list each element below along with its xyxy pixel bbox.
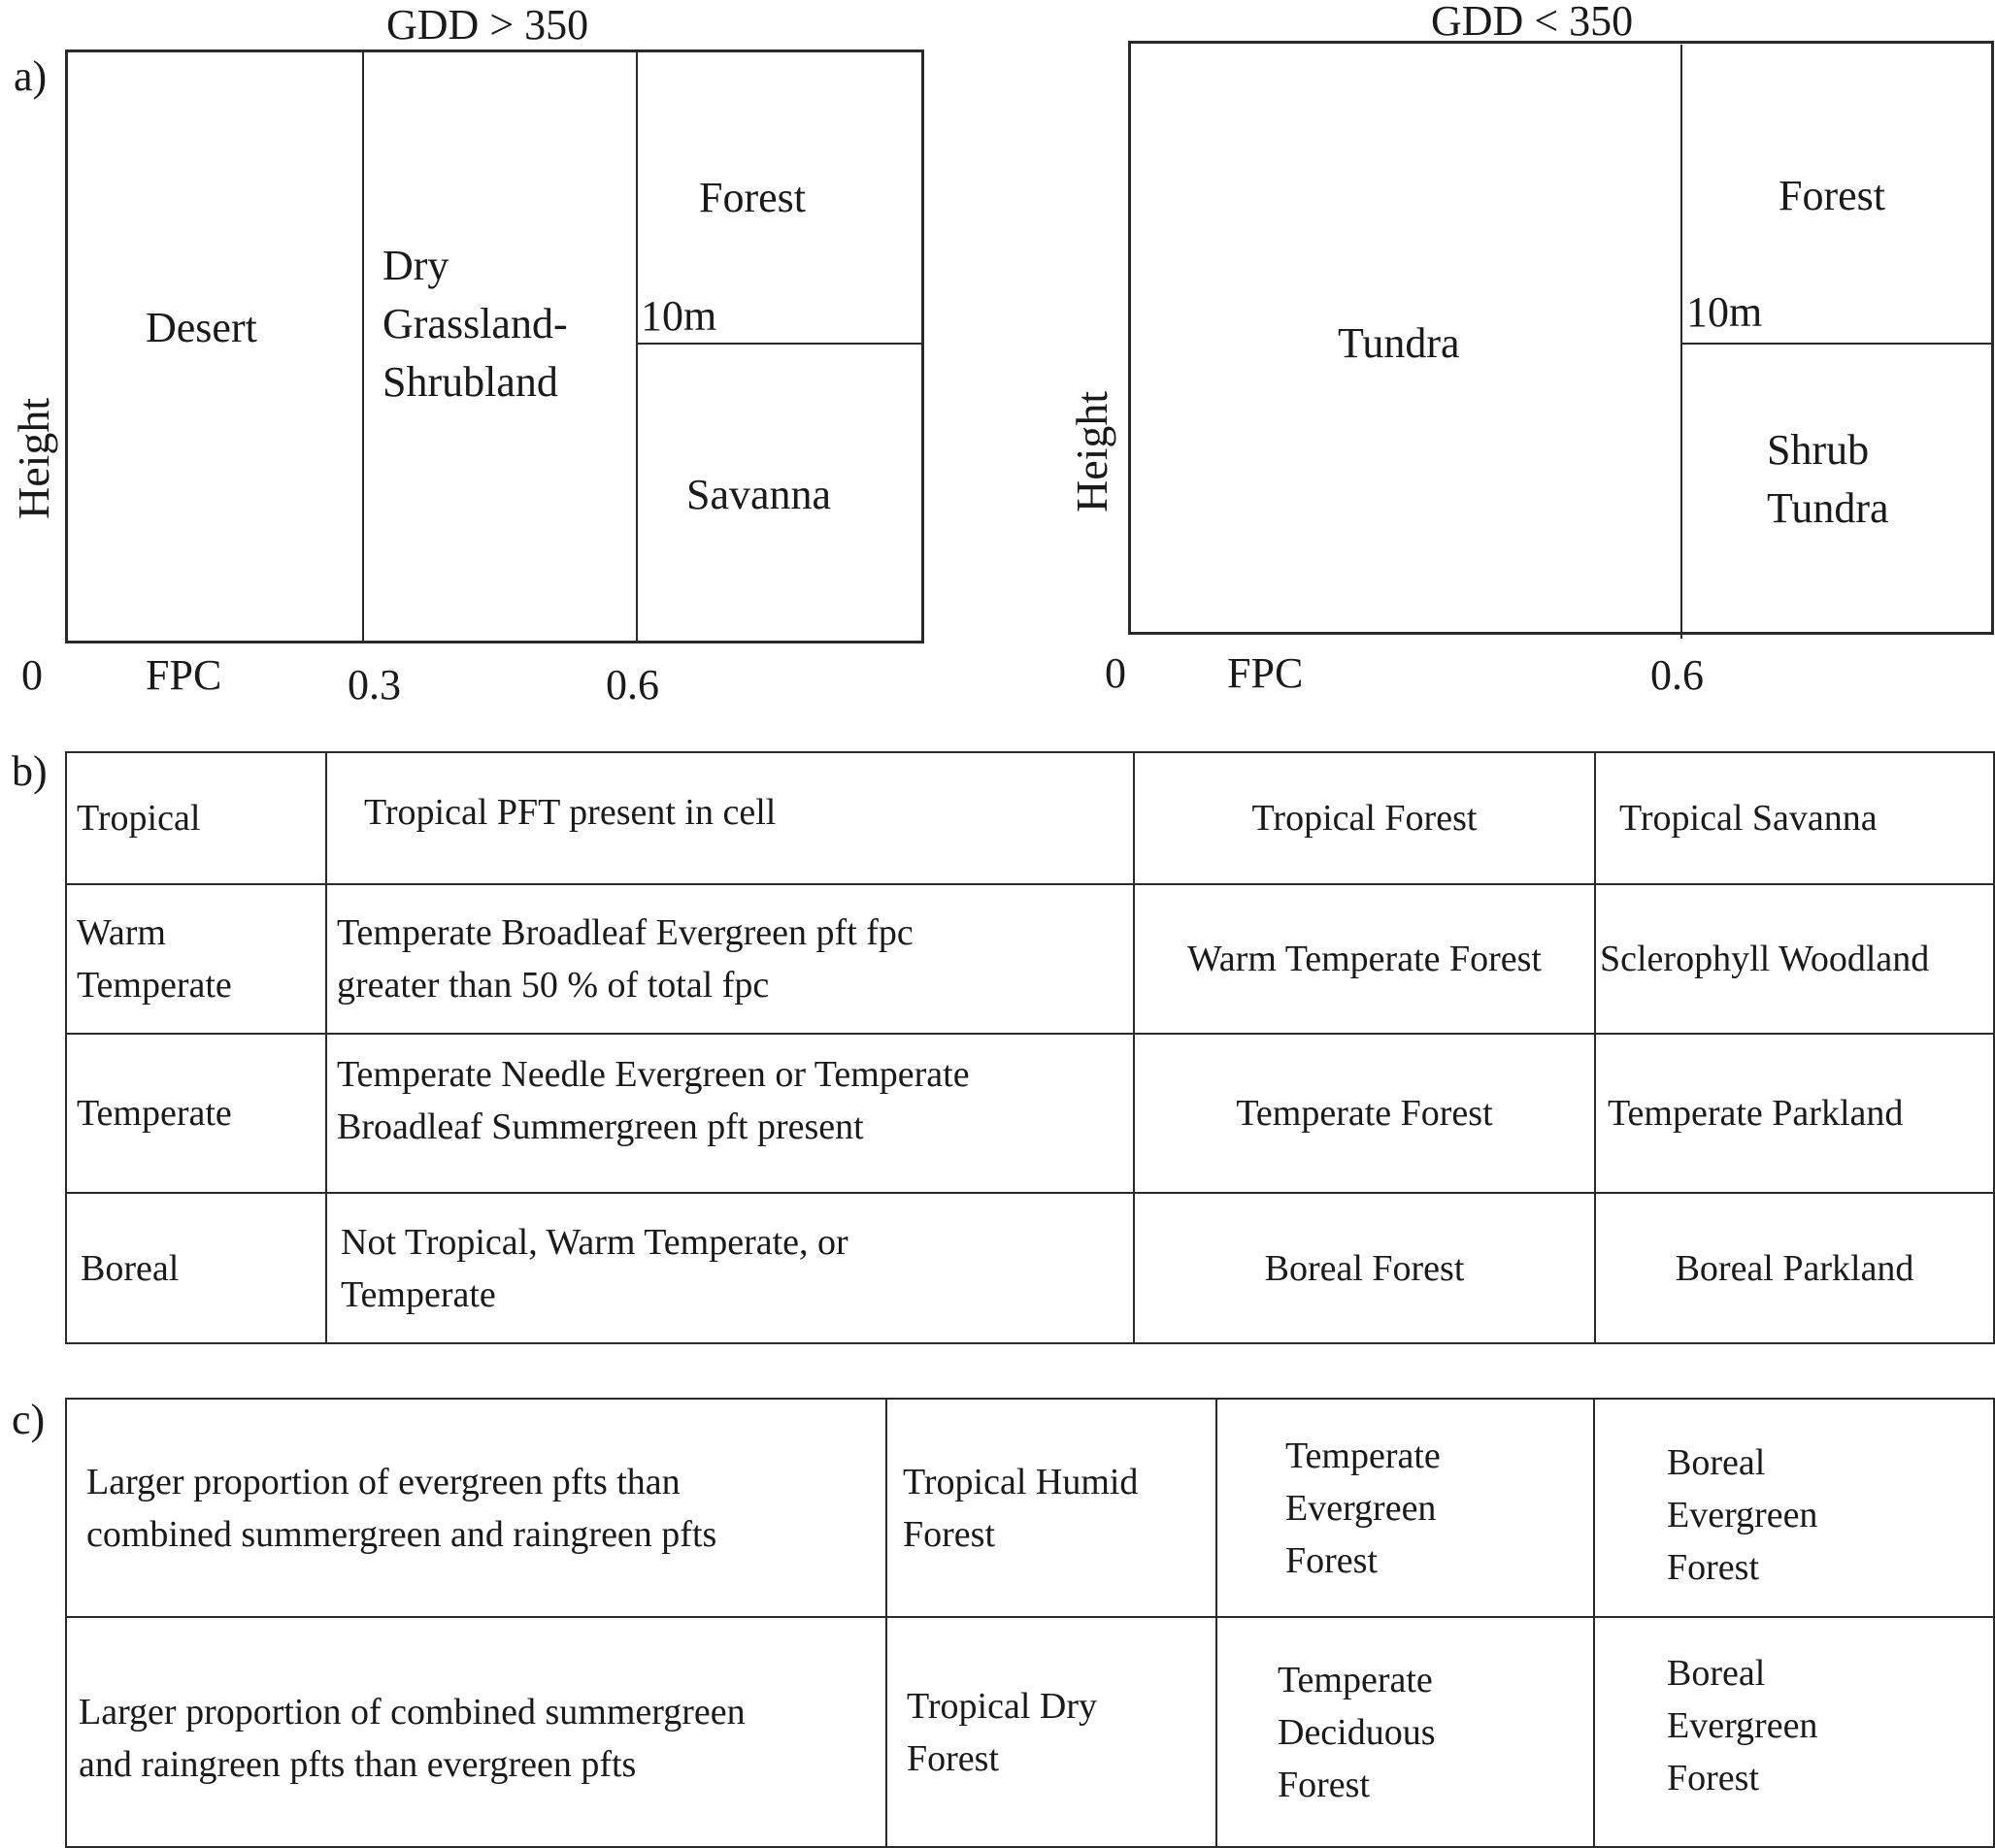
criterion-cell: Larger proportion of combined summergreen and raingreen pfts than evergreen pfts — [66, 1617, 886, 1847]
boreal-forest-cell: Boreal Evergreen Forest — [1594, 1617, 1994, 1847]
table-row — [66, 1617, 1994, 1847]
region-shrub-tundra-line2: Tundra — [1767, 484, 1889, 532]
y-axis-label: Height — [9, 397, 58, 519]
zone-cell: Warm Temperate — [66, 884, 326, 1034]
height-10m-divider — [1680, 343, 1994, 345]
open-biome-cell: Tropical Savanna — [1595, 752, 1994, 884]
open-biome-cell: Sclerophyll Woodland — [1595, 884, 1994, 1034]
criterion-cell: Temperate Needle Evergreen or Temperate Broadleaf Summergreen pft present — [326, 1034, 1134, 1193]
zone-cell: Boreal — [66, 1193, 326, 1343]
criterion-cell: Tropical PFT present in cell — [326, 752, 1134, 884]
forest-biome-cell: Tropical Forest — [1134, 752, 1595, 884]
diagram-title: GDD > 350 — [386, 1, 589, 49]
x-tick-0.3: 0.3 — [348, 661, 401, 709]
boreal-forest-cell: Boreal Evergreen Forest — [1594, 1399, 1994, 1617]
threshold-10m-label: 10m — [641, 292, 717, 340]
temperate-forest-cell: Temperate Evergreen Forest — [1216, 1399, 1594, 1617]
panel-a-label: a) — [14, 52, 48, 100]
fpc-0.6-divider — [1680, 45, 1682, 639]
x-tick-0.6: 0.6 — [606, 661, 659, 709]
zone-cell: Temperate — [66, 1034, 326, 1193]
temperate-forest-cell: Temperate Deciduous Forest — [1216, 1617, 1594, 1847]
region-shrub-tundra-line1: Shrub — [1767, 426, 1870, 474]
criterion-cell: Temperate Broadleaf Evergreen pft fpc greater than 50 % of total fpc — [326, 884, 1134, 1034]
region-dry-grassland-line2: Grassland- — [382, 300, 568, 347]
criterion-cell: Not Tropical, Warm Temperate, or Temperate — [326, 1193, 1134, 1343]
x-axis-label: FPC — [1227, 649, 1304, 697]
x-tick-0: 0 — [21, 651, 43, 699]
table-row — [66, 1399, 1994, 1617]
region-dry-grassland-line1: Dry — [382, 242, 449, 289]
x-axis-label: FPC — [146, 651, 222, 699]
diagram-title: GDD < 350 — [1431, 0, 1634, 45]
y-axis-label: Height — [1067, 390, 1116, 512]
tropical-forest-cell: Tropical Humid Forest — [886, 1399, 1216, 1617]
table-row — [66, 884, 1994, 1034]
panel-c-label: c) — [12, 1396, 46, 1443]
fpc-0.3-divider — [362, 50, 364, 644]
forest-biome-cell: Warm Temperate Forest — [1134, 884, 1595, 1034]
x-tick-0: 0 — [1105, 649, 1126, 697]
region-desert: Desert — [146, 304, 257, 351]
biome-classification-table — [65, 751, 1995, 1344]
fpc-0.6-divider — [636, 50, 638, 644]
table-row — [66, 752, 1994, 884]
region-forest: Forest — [699, 174, 806, 221]
criterion-cell: Larger proportion of evergreen pfts than combined summergreen and raingreen pfts — [66, 1399, 886, 1617]
region-savanna: Savanna — [686, 471, 832, 518]
forest-type-table — [65, 1398, 1995, 1848]
threshold-10m-label: 10m — [1686, 288, 1763, 336]
forest-biome-cell: Temperate Forest — [1134, 1034, 1595, 1193]
open-biome-cell: Temperate Parkland — [1595, 1034, 1994, 1193]
panel-b-label: b) — [12, 747, 48, 795]
zone-cell: Tropical — [66, 752, 326, 884]
region-dry-grassland-line3: Shrubland — [382, 358, 558, 406]
open-biome-cell: Boreal Parkland — [1595, 1193, 1994, 1343]
table-row — [66, 1193, 1994, 1343]
forest-biome-cell: Boreal Forest — [1134, 1193, 1595, 1343]
region-tundra: Tundra — [1338, 319, 1460, 367]
table-row — [66, 1034, 1994, 1193]
x-tick-0.6: 0.6 — [1650, 651, 1704, 699]
tropical-forest-cell: Tropical Dry Forest — [886, 1617, 1216, 1847]
region-forest: Forest — [1779, 172, 1885, 219]
diagram-frame — [1128, 41, 1994, 635]
